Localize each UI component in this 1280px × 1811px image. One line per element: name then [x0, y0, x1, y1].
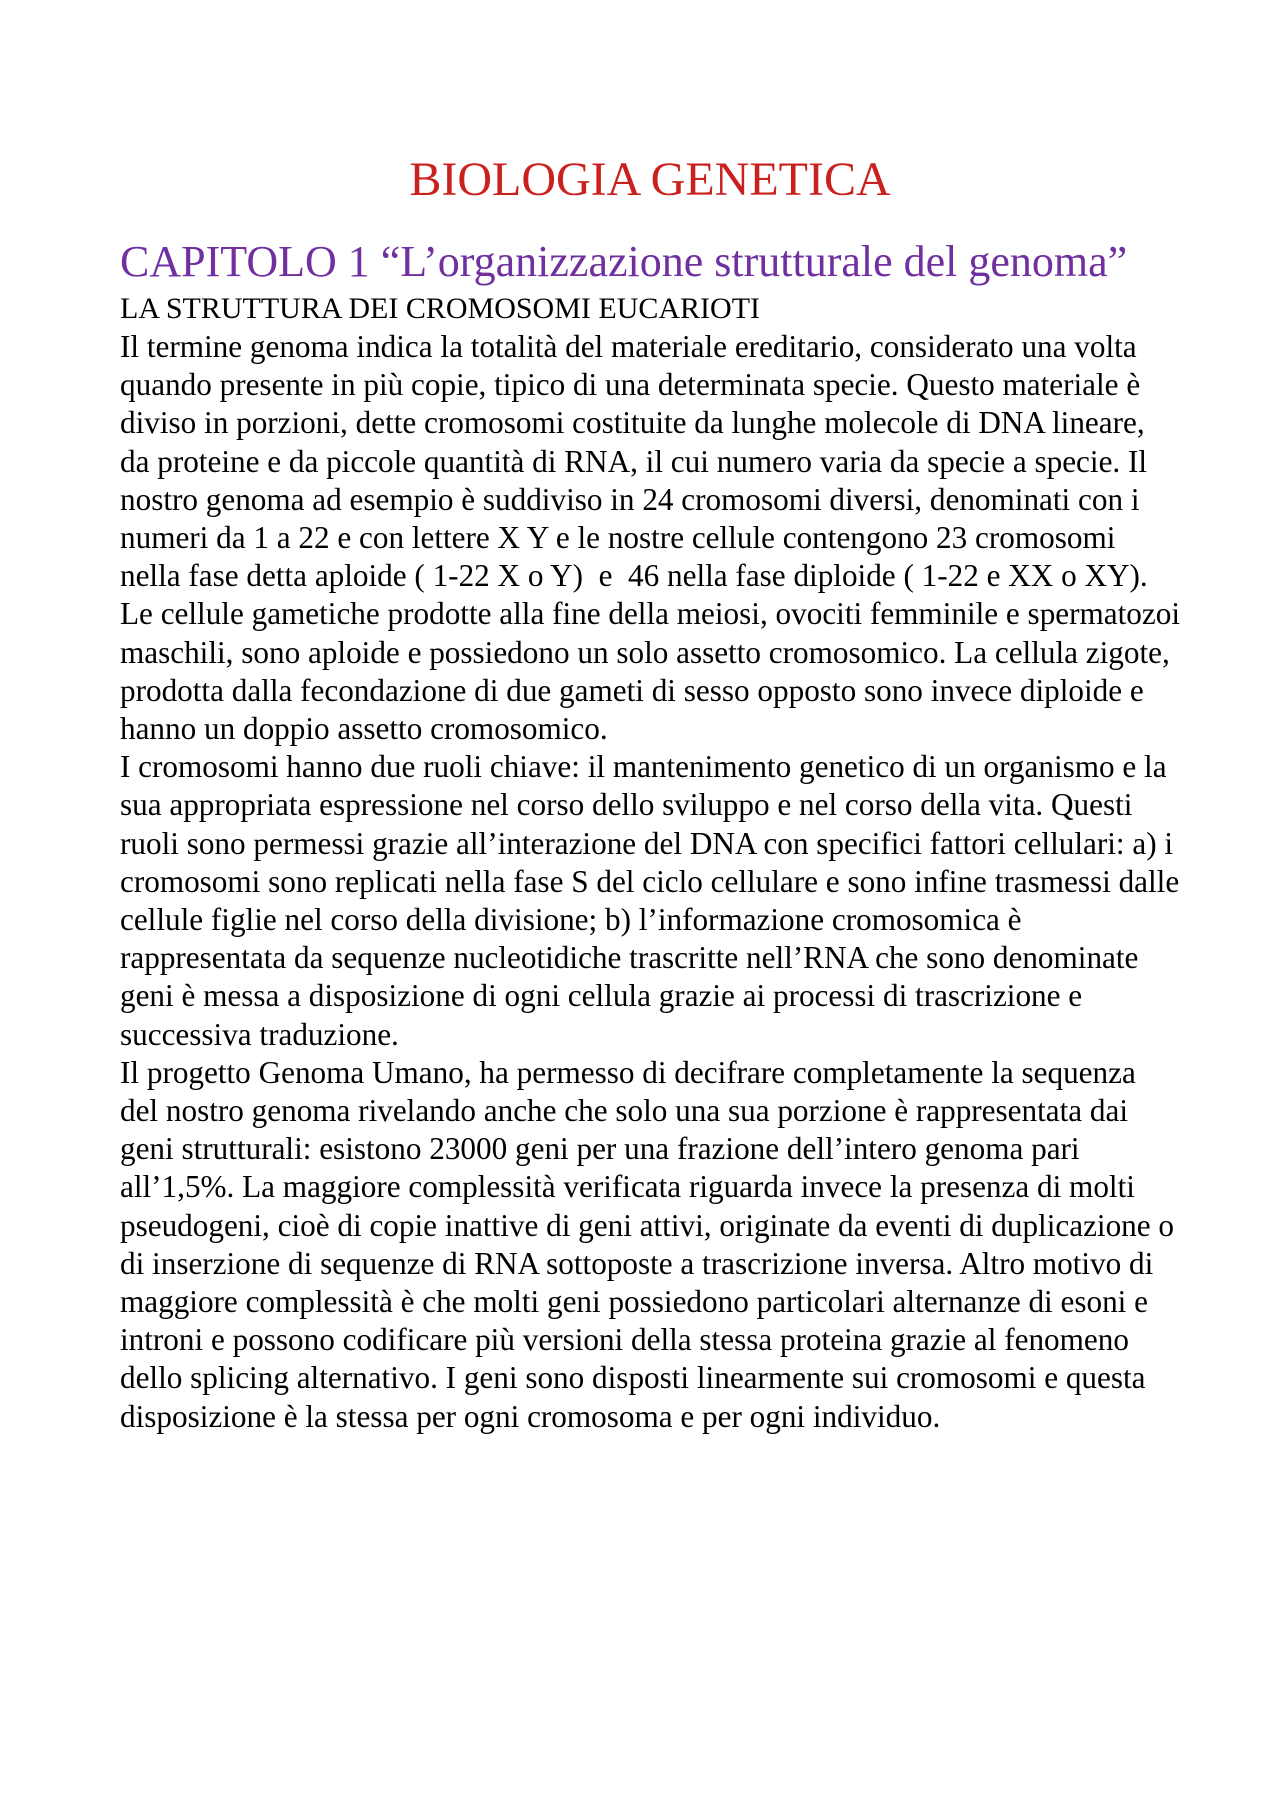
document-title: BIOLOGIA GENETICA: [409, 153, 891, 206]
document-content: [120, 148, 1188, 1436]
chapter-title: CAPITOLO 1 “L’organizzazione strutturale del genoma”: [120, 237, 1128, 286]
body-paragraph: Il progetto Genoma Umano, ha permesso di decifrare completamente la sequenza del nostro genoma rivelando anche che solo una sua porzione è rappresentata dai geni strutturali: esistono 23000 geni per una frazione dell’intero genoma pari all’1,5%. La maggiore complessità verificata riguarda invece la presenza di molti pseudogeni, cioè di copie inattive di geni attivi, originate da eventi di duplicazione o di inserzione di sequenze di RNA sottoposte a trascrizione inversa. Altro motivo di maggiore complessità è che molti geni possiedono particolari alternanze di esoni e introni e possono codificare più versioni della stessa proteina grazie al fenomeno dello splicing alternativo. I geni sono disposti linearmente sui cromosomi e questa disposizione è la stessa per ogni cromosoma e per ogni individuo.: [120, 1054, 1182, 1434]
body-paragraph: I cromosomi hanno due ruoli chiave: il mantenimento genetico di un organismo e la sua appropriata espressione nel corso dello sviluppo e nel corso della vita. Questi ruoli sono permessi grazie all’interazione del DNA con specifici fattori cellulari: a) i cromosomi sono replicati nella fase S del ciclo cellulare e sono infine trasmessi dalle cellule figlie nel corso della divisione; b) l’informazione cromosomica è rappresentata da sequenze nucleotidiche trascritte nell’RNA che sono denominate geni è messa a disposizione di ogni cellula grazie ai processi di trascrizione e successiva traduzione.: [120, 749, 1187, 1052]
section-title: LA STRUTTURA DEI CROMOSOMI EUCARIOTI: [120, 292, 761, 325]
body-paragraph: Il termine genoma indica la totalità del materiale ereditario, considerato una volta quando presente in più copie, tipico di una determinata specie. Questo materiale è diviso in porzioni, dette cromosomi costituite da lunghe molecole di DNA lineare, da proteine e da piccole quantità di RNA, il cui numero varia da specie a specie. Il nostro genoma ad esempio è suddiviso in 24 cromosomi diversi, denominati con i numeri da 1 a 22 e con lettere X Y e le nostre cellule contengono 23 cromosomi nella fase detta aploide ( 1-22 X o Y) e 46 nella fase diploide ( 1-22 e XX o XY). Le cellule gametiche prodotte alla fine della meiosi, ovociti femminile e spermatozoi maschili, sono aploide e possiedono un solo assetto cromosomico. La cellula zigote, prodotta dalla fecondazione di due gameti di sesso opposto sono invece diploide e hanno un doppio assetto cromosomico.: [120, 329, 1188, 747]
